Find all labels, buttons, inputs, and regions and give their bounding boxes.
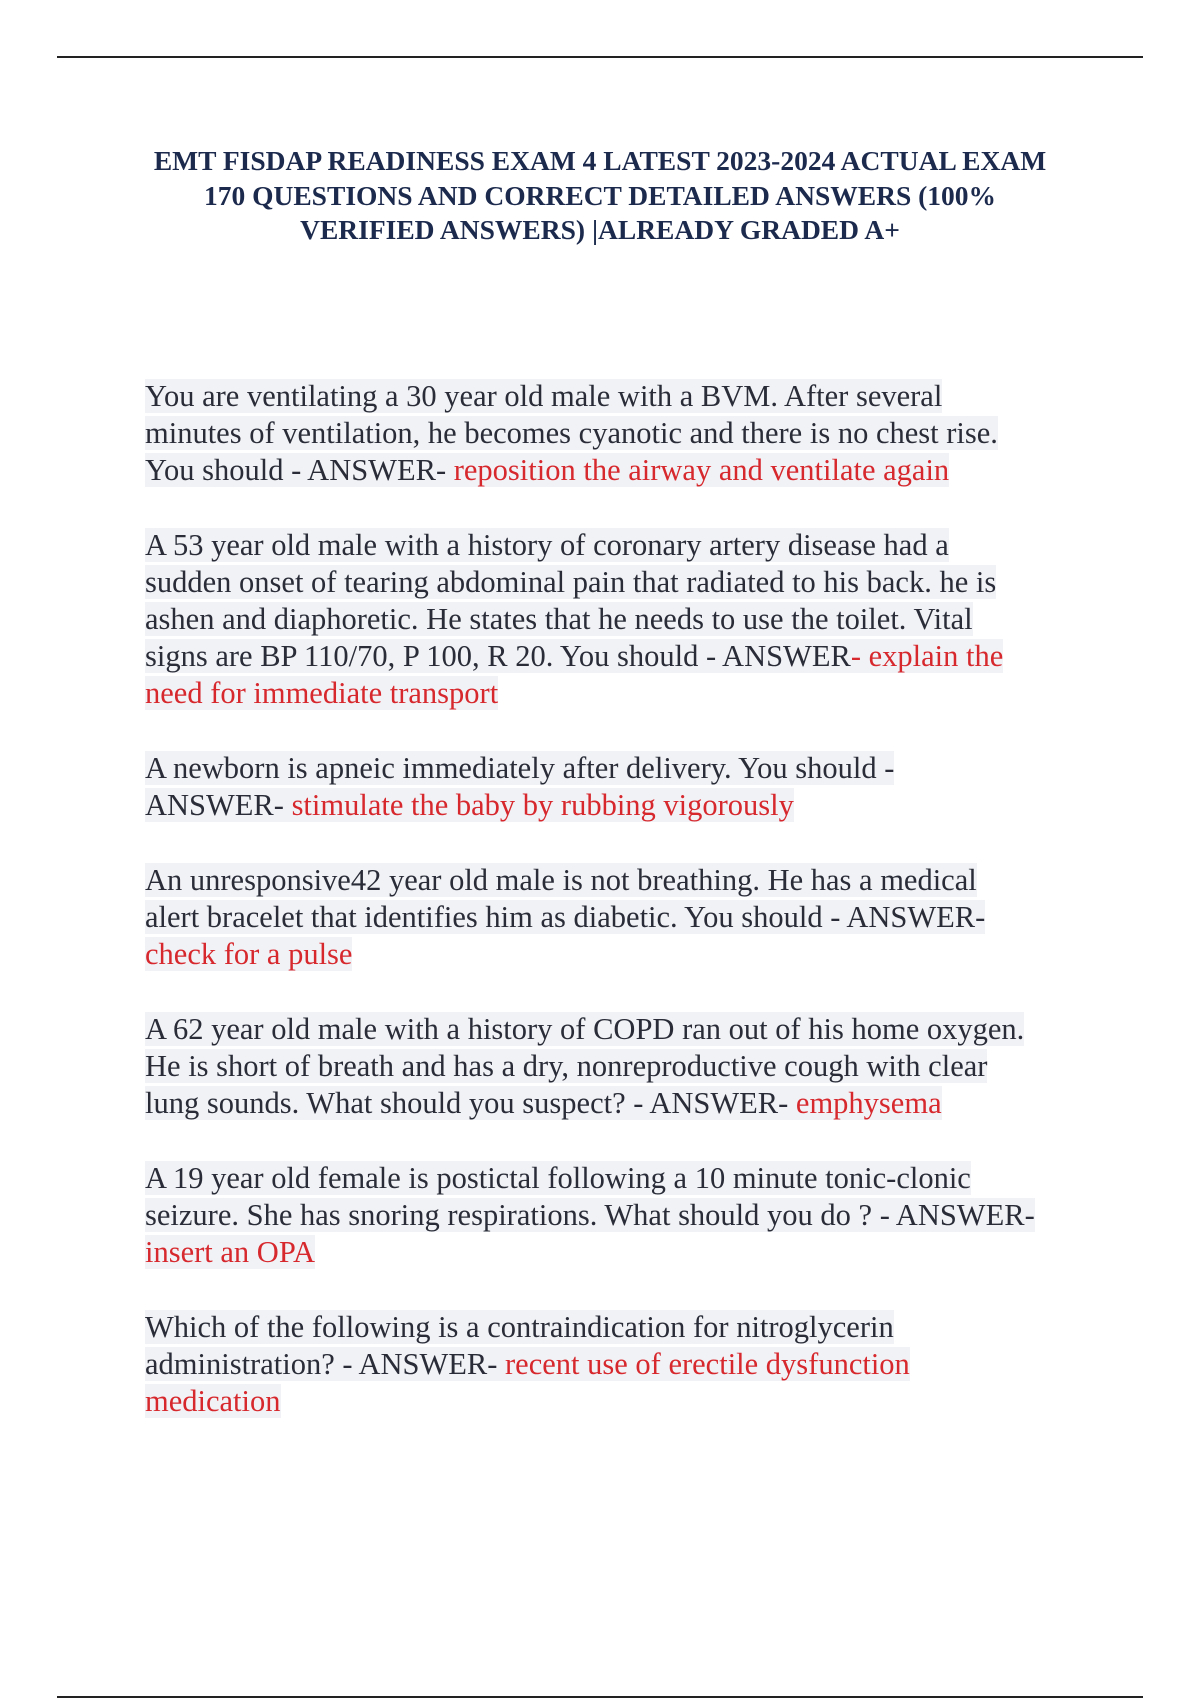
question-text: sudden onset of tearing abdominal pain that radiated to his back. he is [145,565,997,599]
qa-line [145,1346,1105,1383]
answer-text: medication [145,1384,281,1418]
title-line: 170 QUESTIONS AND CORRECT DETAILED ANSWERS (100% [203,179,997,211]
answer-text: emphysema [788,1086,942,1120]
question-text: A 62 year old male with a history of COPD ran out of his home oxygen. [145,1012,1025,1046]
qa-line [145,1309,1105,1346]
qa-item [145,750,1105,824]
question-text: signs are BP 110/70, P 100, R 20. You should - ANSWER [145,639,851,673]
question-text: seizure. She has snoring respirations. What should you do ? - ANSWER- [145,1198,1035,1232]
question-text: A 19 year old female is postictal following a 10 minute tonic-clonic [145,1161,971,1195]
answer-text: need for immediate transport [145,676,499,710]
qa-item [145,378,1105,489]
qa-line [145,564,1105,601]
question-text: He is short of breath and has a dry, nonreproductive cough with clear [145,1049,988,1083]
qa-line [145,750,1105,787]
answer-text: insert an OPA [145,1235,316,1269]
qa-line [145,1197,1105,1234]
question-text: lung sounds. What should you suspect? - ANSWER- [145,1086,789,1120]
qa-line [145,452,1105,489]
qa-line [145,527,1105,564]
answer-text: check for a pulse [145,937,353,971]
qa-line [145,675,1105,712]
answer-text: reposition the airway and ventilate again [446,453,950,487]
question-text: ANSWER- [145,788,284,822]
qa-line [145,415,1105,452]
question-text: Which of the following is a contraindication for nitroglycerin [145,1310,894,1344]
title-line: EMT FISDAP READINESS EXAM 4 LATEST 2023-2024 ACTUAL EXAM [153,145,1047,176]
answer-text: stimulate the baby by rubbing vigorously [283,788,794,822]
qa-item [145,862,1105,973]
qa-line [145,936,1105,973]
answer-text: - explain the [850,639,1004,673]
title-line: VERIFIED ANSWERS) |ALREADY GRADED A+ [300,214,900,245]
qa-line [145,378,1105,415]
question-text: An unresponsive42 year old male is not breathing. He has a medical [145,863,977,897]
qa-item [145,1160,1105,1271]
qa-line [145,1048,1105,1085]
question-text: administration? - ANSWER- [145,1347,498,1381]
question-text: alert bracelet that identifies him as diabetic. You should - ANSWER- [145,900,986,934]
bottom-rule [57,1696,1143,1698]
qa-line [145,1085,1105,1122]
qa-item [145,1011,1105,1122]
qa-line [145,638,1105,675]
question-text: A 53 year old male with a history of coronary artery disease had a [145,528,949,562]
qa-line [145,1234,1105,1271]
qa-line [145,601,1105,638]
qa-line [145,1011,1105,1048]
qa-item [145,527,1105,712]
qa-line [145,1160,1105,1197]
qa-line [145,787,1105,824]
question-text: minutes of ventilation, he becomes cyanotic and there is no chest rise. [145,416,998,450]
qa-line [145,1383,1105,1420]
document-title [100,144,1100,248]
qa-line [145,899,1105,936]
answer-text: recent use of erectile dysfunction [497,1347,910,1381]
question-text: A newborn is apneic immediately after delivery. You should - [145,751,895,785]
qa-list [145,378,1105,1458]
question-text: You should - ANSWER- [145,453,447,487]
top-rule [57,56,1143,58]
question-text: You are ventilating a 30 year old male with a BVM. After several [145,379,943,413]
question-text: ashen and diaphoretic. He states that he needs to use the toilet. Vital [145,602,973,636]
qa-item [145,1309,1105,1420]
qa-line [145,862,1105,899]
